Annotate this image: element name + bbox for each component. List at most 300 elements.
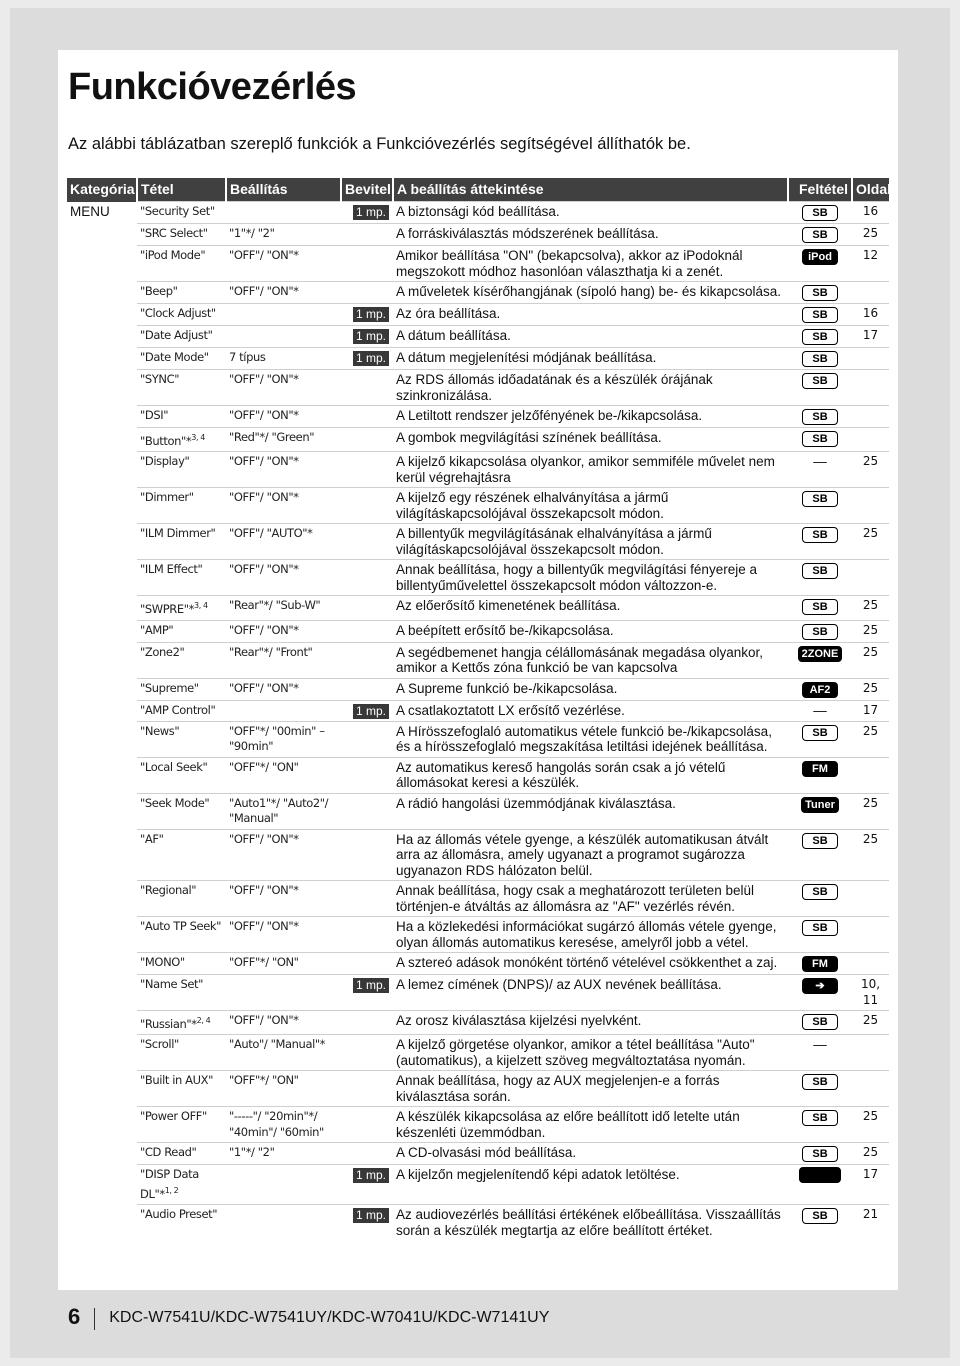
page-cell: 17 (852, 1165, 889, 1205)
setting-cell: "OFF"/ "ON"* (226, 917, 341, 953)
item-cell (137, 326, 226, 348)
page-cell: 25 (852, 829, 889, 881)
category-cell (67, 246, 137, 282)
item-cell (137, 370, 226, 406)
input-cell (341, 1143, 393, 1165)
setting-cell (226, 700, 341, 721)
item-cell (137, 620, 226, 642)
description-cell: A kijelzőn megjelenítendő képi adatok letöltése. (393, 1165, 788, 1205)
item-name: "SRC Select" (140, 226, 208, 240)
page-cell (852, 757, 889, 793)
table-header (67, 178, 892, 202)
setting-cell: "OFF"/ "ON"* (226, 406, 341, 428)
item-cell (137, 678, 226, 700)
condition-badge-icon: AF2 (802, 682, 838, 698)
condition-cell (788, 678, 852, 700)
page-number: 6 (68, 1304, 81, 1329)
item-name: "Button"* (140, 433, 192, 448)
item-cell (137, 953, 226, 975)
page-cell: 16 (852, 202, 889, 224)
item-name: "Display" (140, 454, 190, 469)
no-condition-dash: — (813, 1037, 827, 1053)
description-cell: Ha az állomás vétele gyenge, a készülék automatikusan átvált arra az állomásra, amely ugyanazt a programot sugározza ugyanazon RDS hálózaton belül. (393, 829, 788, 881)
input-cell (341, 202, 393, 224)
condition-cell (788, 793, 852, 829)
setting-cell (226, 975, 341, 1011)
item-name: "DSI" (140, 408, 169, 422)
setting-cell: "Rear"*/ "Sub-W" (226, 596, 341, 620)
item-cell (137, 596, 226, 620)
condition-badge-icon: SB (802, 307, 838, 323)
item-cell (137, 488, 226, 524)
page-cell: 25 (852, 524, 889, 560)
setting-cell: "-----"/ "20min"*/ "40min"/ "60min" (226, 1107, 341, 1143)
table-row (67, 326, 889, 348)
item-name: "Audio Preset" (140, 1207, 218, 1222)
category-cell (67, 642, 137, 678)
category-cell (67, 757, 137, 793)
category-cell (67, 224, 137, 246)
item-name: "Date Adjust" (140, 328, 213, 342)
input-cell (341, 1107, 393, 1143)
category-cell (67, 620, 137, 642)
description-cell: A műveletek kísérőhangjának (sípoló hang) be- és kikapcsolása. (393, 282, 788, 304)
input-cell (341, 428, 393, 452)
table-row (67, 700, 889, 721)
category-cell (67, 282, 137, 304)
condition-cell (788, 596, 852, 620)
table-row (67, 953, 889, 975)
setting-cell (226, 326, 341, 348)
page-cell: 10, 11 (852, 975, 889, 1011)
item-name: "CD Read" (140, 1145, 197, 1160)
condition-badge-icon: SB (802, 1074, 838, 1090)
page-cell (852, 953, 889, 975)
description-cell: A beépített erősítő be-/kikapcsolása. (393, 620, 788, 642)
condition-cell (788, 282, 852, 304)
input-cell (341, 975, 393, 1011)
condition-badge-icon: SB (802, 884, 838, 900)
item-cell (137, 524, 226, 560)
table-row (67, 1143, 889, 1165)
item-name: "Supreme" (140, 680, 199, 695)
description-cell: A billentyűk megvilágításának elhalványítása a jármű világításkapcsolójával összekapcsolt módon. (393, 524, 788, 560)
setting-cell: 7 típus (226, 348, 341, 370)
category-cell (67, 881, 137, 917)
model-numbers: KDC-W7541U/KDC-W7541UY/KDC-W7041U/KDC-W7141UY (109, 1309, 550, 1326)
condition-cell (788, 1143, 852, 1165)
setting-cell (226, 304, 341, 326)
table-row (67, 1035, 889, 1071)
setting-cell: "OFF"/ "ON"* (226, 678, 341, 700)
condition-badge-icon: SB (802, 227, 838, 243)
description-cell: A kijelző egy részének elhalványítása a jármű világításkapcsolójával összekapcsolt módon. (393, 488, 788, 524)
condition-cell (788, 488, 852, 524)
condition-cell (788, 700, 852, 721)
setting-cell: "OFF"/ "ON"* (226, 282, 341, 304)
description-cell: Annak beállítása, hogy csak a meghatározott területen belül történjen-e átváltás az állomásra az "AF" vezérlés révén. (393, 881, 788, 917)
description-cell: A biztonsági kód beállítása. (393, 202, 788, 224)
description-cell: Annak beállítása, hogy a billentyűk megvilágítási fényereje a billentyűművelettel összekapcsolt módon változzon-e. (393, 560, 788, 596)
input-cell (341, 620, 393, 642)
condition-badge-icon: SB (802, 599, 838, 615)
description-cell: A kijelző görgetése olyankor, amikor a tétel beállítása "Auto" (automatikus), a kijelzett szöveg megváltoztatása nyomán. (393, 1035, 788, 1071)
page-cell (852, 348, 889, 370)
setting-cell: "OFF"/ "ON"* (226, 620, 341, 642)
setting-cell: "Red"*/ "Green" (226, 428, 341, 452)
condition-badge-icon: SB (802, 431, 838, 447)
page-cell (852, 488, 889, 524)
condition-cell (788, 642, 852, 678)
condition-cell (788, 975, 852, 1011)
description-cell: A dátum megjelenítési módjának beállítása. (393, 348, 788, 370)
page-cell (852, 917, 889, 953)
description-cell: A forráskiválasztás módszerének beállítása. (393, 224, 788, 246)
category-cell (67, 524, 137, 560)
input-cell (341, 678, 393, 700)
page-cell: 25 (852, 642, 889, 678)
condition-badge-icon: SB (802, 1208, 838, 1224)
table-row (67, 282, 889, 304)
table-row (67, 757, 889, 793)
item-name: "Regional" (140, 883, 197, 898)
item-name: "Auto TP Seek" (140, 919, 222, 934)
one-second-badge: 1 mp. (353, 205, 389, 220)
condition-cell (788, 224, 852, 246)
condition-badge-icon: SB (802, 563, 838, 579)
description-cell: Az audiovezérlés beállítási értékének előbeállítása. Visszaállítás során a készülék megtartja az előre beállított értéket. (393, 1205, 788, 1241)
item-cell (137, 560, 226, 596)
input-cell (341, 224, 393, 246)
condition-badge-icon: SB (802, 1110, 838, 1126)
setting-cell: "OFF"/ "AUTO"* (226, 524, 341, 560)
page-cell: 17 (852, 326, 889, 348)
no-condition-dash: — (813, 702, 827, 718)
description-cell: Az RDS állomás időadatának és a készülék órájának szinkronizálása. (393, 370, 788, 406)
input-cell (341, 370, 393, 406)
footer (68, 1304, 549, 1330)
condition-cell (788, 246, 852, 282)
table-row (67, 370, 889, 406)
item-cell (137, 642, 226, 678)
page-cell: 25 (852, 721, 889, 757)
setting-cell: "Auto"/ "Manual"* (226, 1035, 341, 1071)
description-cell: A rádió hangolási üzemmódjának kiválasztása. (393, 793, 788, 829)
description-cell: A segédbemenet hangja célállomásának megadása olyankor, amikor a Kettős zóna funkció be van kapcsolva (393, 642, 788, 678)
input-cell (341, 700, 393, 721)
category-cell (67, 488, 137, 524)
item-name: "Dimmer" (140, 490, 194, 505)
setting-cell: "Rear"*/ "Front" (226, 642, 341, 678)
table-row (67, 452, 889, 488)
item-name: "Scroll" (140, 1037, 179, 1052)
page-cell: 25 (852, 620, 889, 642)
table-row (67, 642, 889, 678)
condition-cell (788, 1035, 852, 1071)
page-title: Funkcióvezérlés (68, 66, 357, 108)
item-cell (137, 1035, 226, 1071)
item-cell (137, 224, 226, 246)
description-cell: Ha a közlekedési információkat sugárzó állomás vétele gyenge, olyan állomás automatikus keresése, amelyről jobb a vétel. (393, 917, 788, 953)
table-body (67, 202, 889, 1241)
condition-badge-icon: SB (802, 205, 838, 221)
condition-badge-icon: FM (802, 761, 838, 777)
item-name: "Clock Adjust" (140, 306, 216, 320)
one-second-badge: 1 mp. (353, 351, 389, 366)
item-cell (137, 1011, 226, 1035)
footnote-ref: 2, 4 (196, 1016, 211, 1026)
page-cell: 25 (852, 1107, 889, 1143)
condition-badge-icon: SB (802, 373, 838, 389)
category-cell (67, 326, 137, 348)
page-cell: 25 (852, 1011, 889, 1035)
input-cell (341, 452, 393, 488)
item-name: "Power OFF" (140, 1109, 207, 1124)
one-second-badge: 1 mp. (353, 978, 389, 993)
description-cell: A lemez címének (DNPS)/ az AUX nevének beállítása. (393, 975, 788, 1011)
setting-cell: "1"*/ "2" (226, 224, 341, 246)
page-cell: 25 (852, 452, 889, 488)
item-name: "Date Mode" (140, 350, 209, 364)
table-row (67, 406, 889, 428)
page-cell: 25 (852, 596, 889, 620)
condition-cell (788, 620, 852, 642)
table-row (67, 1011, 889, 1035)
page-cell: 12 (852, 246, 889, 282)
item-name: "News" (140, 723, 180, 738)
input-cell (341, 524, 393, 560)
condition-cell (788, 1011, 852, 1035)
item-name: "DISP Data DL"* (140, 1167, 199, 1201)
setting-cell: "OFF"/ "ON"* (226, 246, 341, 282)
item-cell (137, 829, 226, 881)
condition-cell (788, 326, 852, 348)
condition-badge-icon: FM (802, 956, 838, 972)
table-row (67, 202, 889, 224)
item-name: "iPod Mode" (140, 248, 206, 262)
category-cell (67, 793, 137, 829)
item-name: "Russian"* (140, 1016, 197, 1031)
condition-badge-icon: SB (802, 527, 838, 543)
input-cell (341, 246, 393, 282)
item-name: "ILM Effect" (140, 562, 203, 577)
page-cell (852, 1071, 889, 1107)
item-cell (137, 881, 226, 917)
input-cell (341, 488, 393, 524)
one-second-badge: 1 mp. (353, 307, 389, 322)
setting-cell (226, 202, 341, 224)
input-cell (341, 1035, 393, 1071)
setting-cell: "OFF"*/ "ON" (226, 757, 341, 793)
input-cell (341, 406, 393, 428)
condition-cell (788, 829, 852, 881)
table-row (67, 1165, 889, 1205)
table-row (67, 428, 889, 452)
setting-cell: "OFF"*/ "00min" – "90min" (226, 721, 341, 757)
category-cell (67, 596, 137, 620)
category-cell (67, 721, 137, 757)
page-cell (852, 406, 889, 428)
condition-badge-icon: SB (802, 920, 838, 936)
input-cell (341, 721, 393, 757)
input-cell (341, 881, 393, 917)
column-header: Feltétel (788, 178, 852, 202)
setting-cell: "OFF"/ "ON"* (226, 370, 341, 406)
column-header: Beállítás (226, 178, 341, 202)
condition-cell (788, 428, 852, 452)
category-cell (67, 406, 137, 428)
input-cell (341, 596, 393, 620)
condition-badge-icon: SB (802, 1146, 838, 1162)
column-header: Kategória (67, 178, 137, 202)
condition-cell (788, 1205, 852, 1241)
item-name: "ILM Dimmer" (140, 526, 216, 541)
item-cell (137, 1165, 226, 1205)
page-cell: 21 (852, 1205, 889, 1241)
category-cell (67, 428, 137, 452)
condition-badge-icon: SB (802, 833, 838, 849)
page-cell (852, 428, 889, 452)
item-name: "Security Set" (140, 204, 215, 218)
table-row (67, 488, 889, 524)
condition-cell (788, 202, 852, 224)
setting-cell: "Auto1"*/ "Auto2"/ "Manual" (226, 793, 341, 829)
category-cell (67, 1035, 137, 1071)
item-cell (137, 1071, 226, 1107)
condition-cell (788, 304, 852, 326)
input-cell (341, 793, 393, 829)
category-cell (67, 1071, 137, 1107)
description-cell: Amikor beállítása "ON" (bekapcsolva), akkor az iPodoknál megszokott módhoz hasonlóan választhatja ki a zenét. (393, 246, 788, 282)
item-cell (137, 406, 226, 428)
description-cell: A Hírösszefoglaló automatikus vétele funkció be-/kikapcsolása, és a hírösszefoglaló megszakítása letiltási idejének beállítása. (393, 721, 788, 757)
category-cell (67, 304, 137, 326)
condition-cell (788, 721, 852, 757)
one-second-badge: 1 mp. (353, 1208, 389, 1223)
category-cell (67, 917, 137, 953)
table-row (67, 1107, 889, 1143)
category-cell (67, 975, 137, 1011)
input-cell (341, 757, 393, 793)
input-cell (341, 304, 393, 326)
input-cell (341, 1165, 393, 1205)
category-cell (67, 678, 137, 700)
input-cell (341, 829, 393, 881)
condition-cell (788, 452, 852, 488)
description-cell: A készülék kikapcsolása az előre beállított idő letelte után készenléti üzemmódban. (393, 1107, 788, 1143)
page-cell: 17 (852, 700, 889, 721)
item-name: "AF" (140, 831, 164, 846)
item-name: "AMP" (140, 622, 174, 637)
item-cell (137, 1205, 226, 1241)
item-name: "Name Set" (140, 977, 204, 992)
category-cell (67, 700, 137, 721)
input-cell (341, 1071, 393, 1107)
item-name: "SWPRE"* (140, 602, 194, 617)
table-row (67, 348, 889, 370)
function-table (67, 178, 892, 1240)
table-row (67, 224, 889, 246)
condition-badge-icon: 2ZONE (798, 646, 843, 662)
category-cell (67, 1165, 137, 1205)
condition-cell (788, 917, 852, 953)
condition-cell (788, 406, 852, 428)
input-cell (341, 282, 393, 304)
item-cell (137, 1143, 226, 1165)
condition-badge-icon: SB (802, 491, 838, 507)
condition-badge-icon: SB (802, 725, 838, 741)
item-name: "Beep" (140, 284, 178, 298)
condition-badge-icon: SB (802, 329, 838, 345)
item-name: "Seek Mode" (140, 795, 210, 810)
no-condition-dash: — (813, 454, 827, 470)
footer-divider (94, 1308, 95, 1330)
input-cell (341, 953, 393, 975)
category-cell (67, 1107, 137, 1143)
input-cell (341, 1011, 393, 1035)
description-cell: A gombok megvilágítási színének beállítása. (393, 428, 788, 452)
setting-cell: "1"*/ "2" (226, 1143, 341, 1165)
column-header: A beállítás áttekintése (393, 178, 788, 202)
one-second-badge: 1 mp. (353, 329, 389, 344)
setting-cell (226, 1165, 341, 1205)
page-cell (852, 370, 889, 406)
description-cell: A Supreme funkció be-/kikapcsolása. (393, 678, 788, 700)
item-cell (137, 721, 226, 757)
input-cell (341, 326, 393, 348)
setting-cell: "OFF"/ "ON"* (226, 881, 341, 917)
one-second-badge: 1 mp. (353, 704, 389, 719)
category-cell (67, 1205, 137, 1241)
page-cell: 25 (852, 793, 889, 829)
description-cell: Az előerősítő kimenetének beállítása. (393, 596, 788, 620)
setting-cell: "OFF"*/ "ON" (226, 1071, 341, 1107)
category-cell (67, 1143, 137, 1165)
category-cell (67, 452, 137, 488)
condition-badge-icon: SB (802, 351, 838, 367)
item-cell (137, 282, 226, 304)
condition-cell (788, 1071, 852, 1107)
description-cell: A kijelző kikapcsolása olyankor, amikor semmiféle művelet nem kerül végrehajtásra (393, 452, 788, 488)
category-cell (67, 953, 137, 975)
item-cell (137, 975, 226, 1011)
condition-badge-blank (799, 1167, 841, 1183)
input-cell (341, 348, 393, 370)
intro-text: Az alábbi táblázatban szereplő funkciók a Funkcióvezérlés segítségével állíthatók be. (68, 135, 691, 153)
setting-cell: "OFF"*/ "ON" (226, 953, 341, 975)
page-cell (852, 282, 889, 304)
description-cell: A sztereó adások monóként történő vételével csökkenthet a zaj. (393, 953, 788, 975)
description-cell: Az automatikus kereső hangolás során csak a jó vételű állomásokat keresi a készülék. (393, 757, 788, 793)
category-cell (67, 1011, 137, 1035)
condition-badge-icon: SB (802, 624, 838, 640)
column-header: Oldal (852, 178, 889, 202)
table-row (67, 829, 889, 881)
item-cell (137, 700, 226, 721)
table-row (67, 881, 889, 917)
category-cell (67, 370, 137, 406)
item-cell (137, 1107, 226, 1143)
condition-cell (788, 524, 852, 560)
setting-cell: "OFF"/ "ON"* (226, 829, 341, 881)
item-cell (137, 246, 226, 282)
one-second-badge: 1 mp. (353, 1168, 389, 1183)
description-cell: A csatlakoztatott LX erősítő vezérlése. (393, 700, 788, 721)
description-cell: Az óra beállítása. (393, 304, 788, 326)
input-cell (341, 1205, 393, 1241)
item-name: "AMP Control" (140, 702, 216, 717)
condition-cell (788, 1107, 852, 1143)
